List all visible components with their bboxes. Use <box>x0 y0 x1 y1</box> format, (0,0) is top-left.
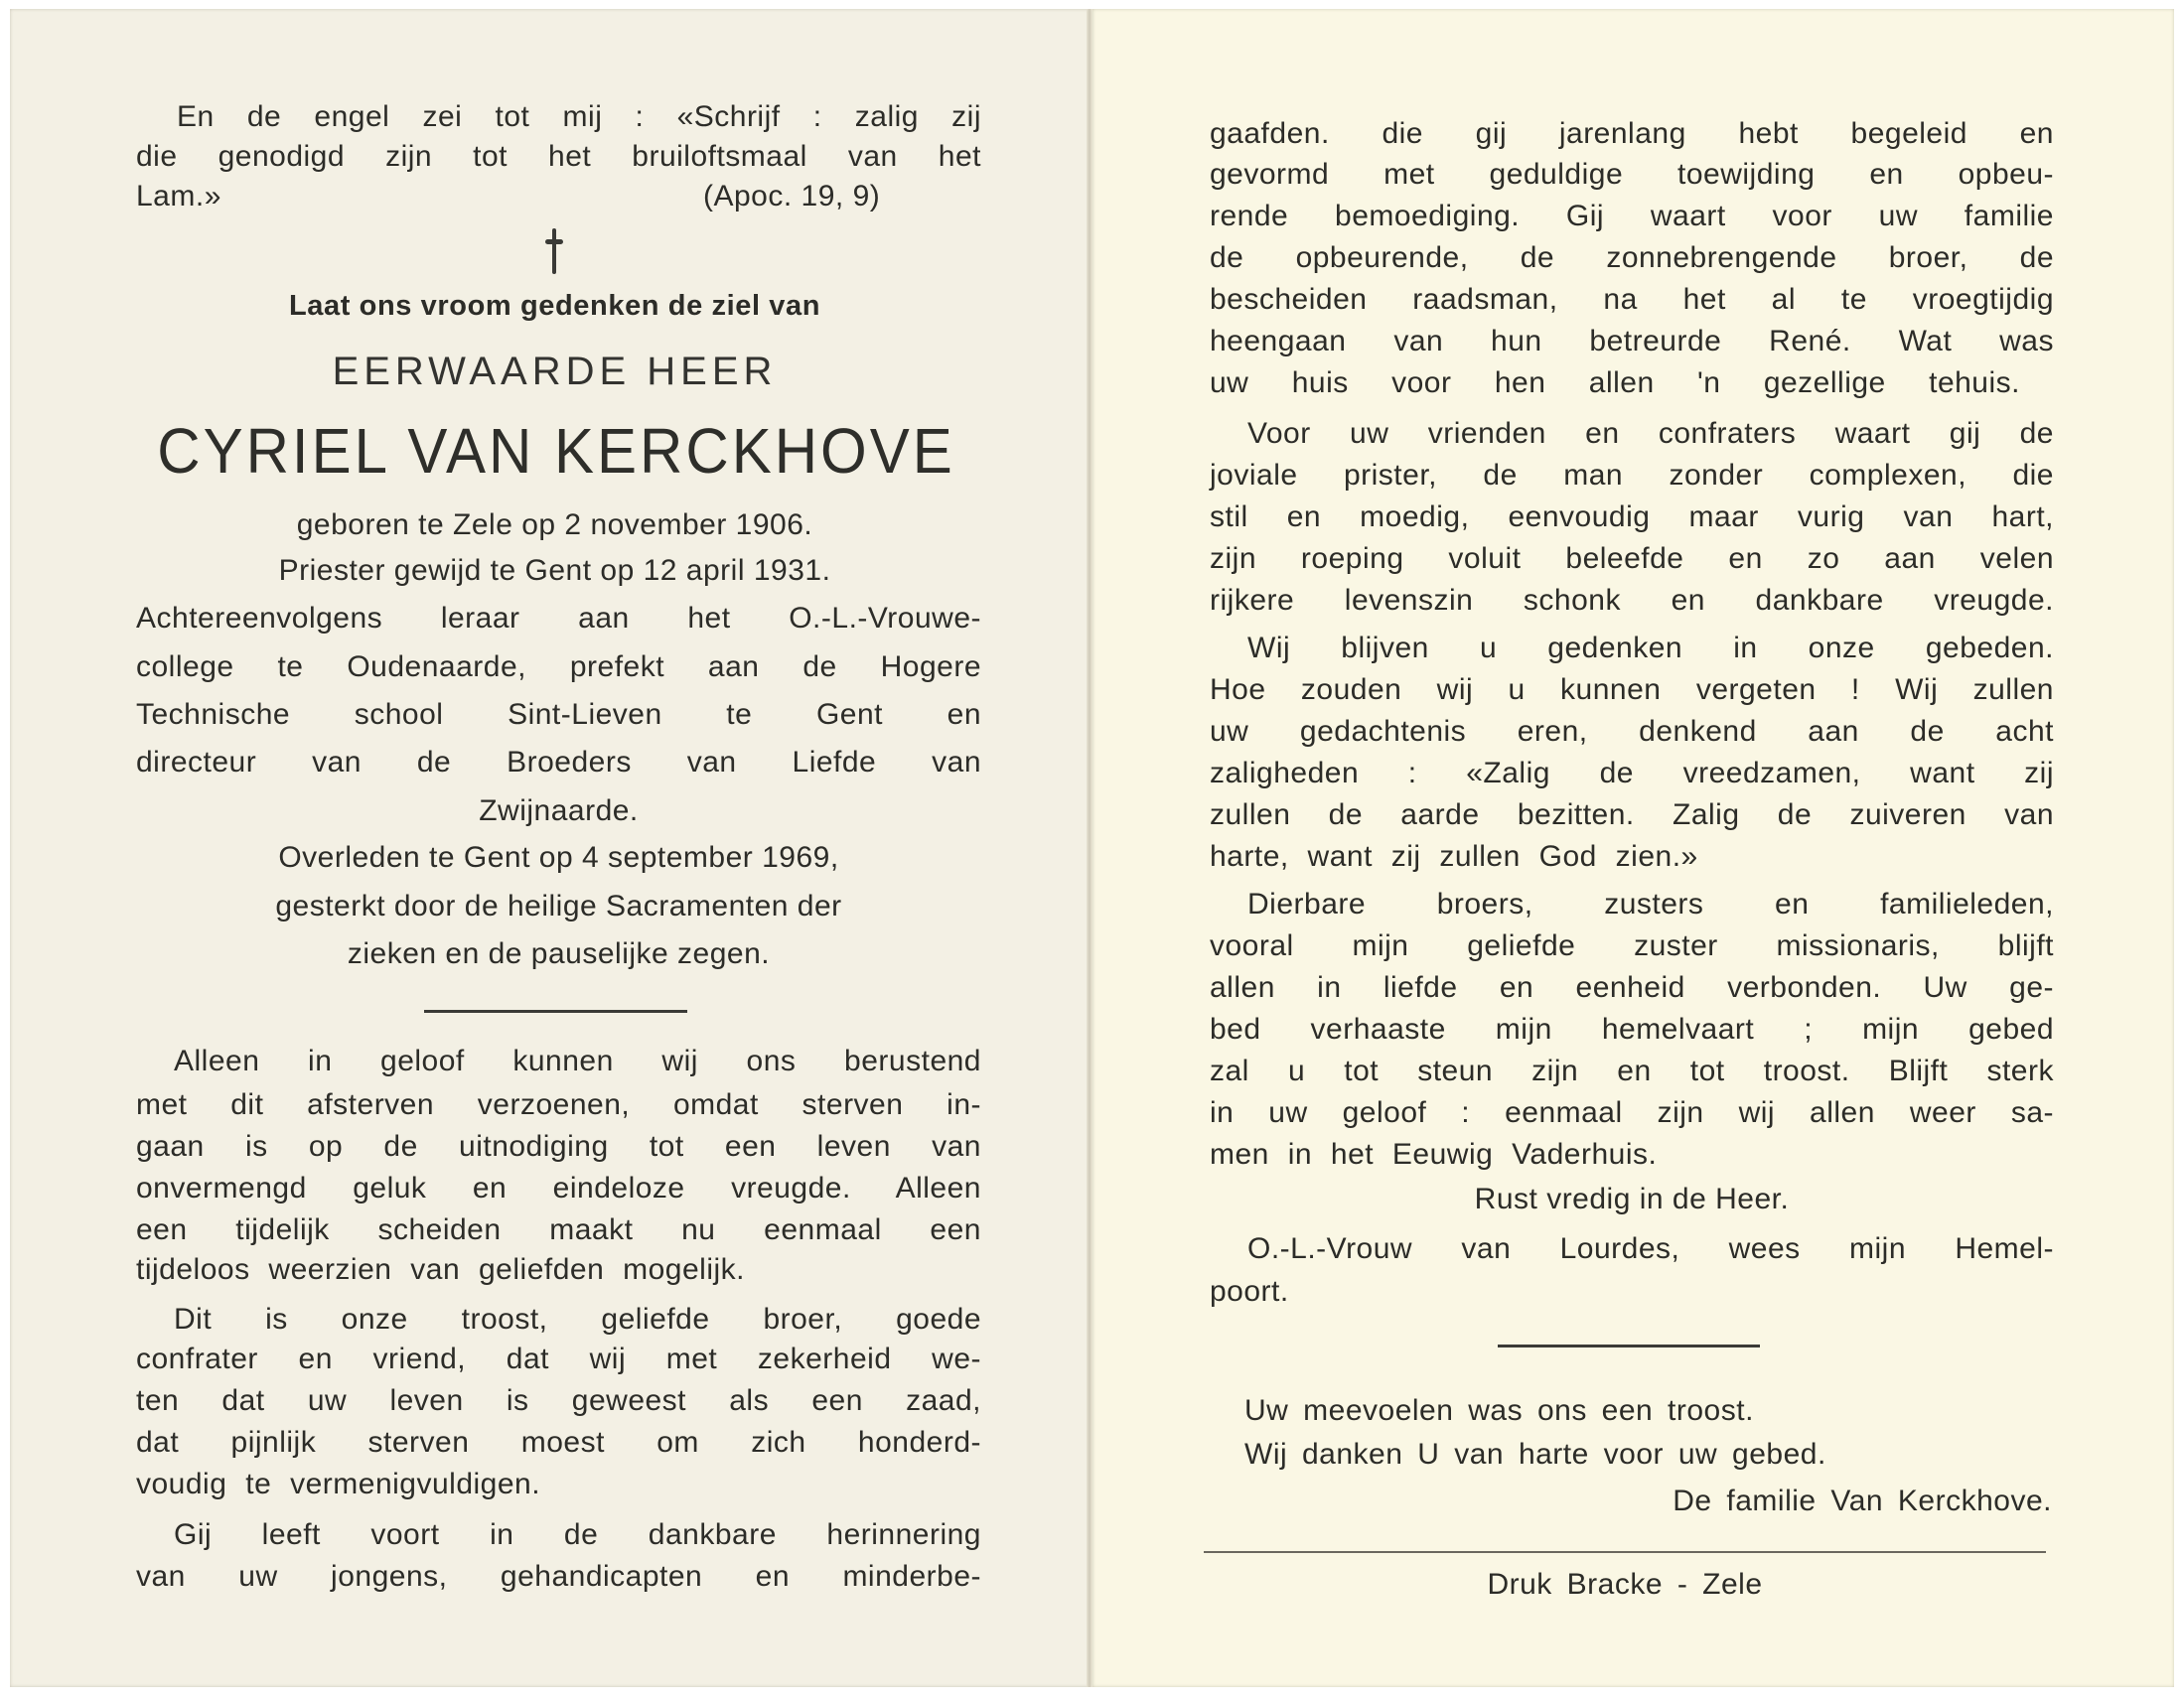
text-line: zal u tot steun zijn en tot troost. Blijft sterk <box>1210 1055 2054 1087</box>
separator-line <box>424 1010 687 1013</box>
footer-rule <box>1204 1551 2046 1553</box>
thanks-line: Wij danken U van harte voor uw gebed. <box>1244 1438 1826 1471</box>
text-line: Voor uw vrienden en confraters waart gij de <box>1247 417 2054 450</box>
text-line: rende bemoediging. Gij waart voor uw familie <box>1210 200 2054 232</box>
text-line: confrater en vriend, dat wij met zekerheid we- <box>136 1343 981 1375</box>
bio-line: directeur van de Broeders van Liefde van <box>136 746 981 779</box>
bio-line: Priester gewijd te Gent op 12 april 1931. <box>278 554 831 587</box>
text-line: tijdeloos weerzien van geliefden mogelijk. <box>136 1253 745 1286</box>
bio-line: Overleden te Gent op 4 september 1969, <box>278 841 839 874</box>
bio-line: zieken en de pauselijke zegen. <box>347 937 771 970</box>
thanks-line: Uw meevoelen was ons een troost. <box>1244 1394 1754 1427</box>
card-fold <box>1087 9 1092 1687</box>
text-line: Dierbare broers, zusters en familieleden, <box>1247 888 2054 921</box>
bio-line: geboren te Zele op 2 november 1906. <box>296 508 813 541</box>
intro-line: Laat ons vroom gedenken de ziel van <box>288 290 821 322</box>
text-line: harte, want zij zullen God zien.» <box>1210 840 1698 873</box>
text-line: gevormd met geduldige toewijding en opbeu- <box>1210 158 2054 191</box>
text-line: Gij leeft voort in de dankbare herinnering <box>174 1518 981 1551</box>
text-line: Hoe zouden wij u kunnen vergeten ! Wij zullen <box>1210 673 2054 706</box>
text-line: heengaan van hun betreurde René. Wat was <box>1210 325 2054 357</box>
text-line: bescheiden raadsman, na het al te vroegtijdig <box>1210 283 2054 316</box>
text-line: zijn roeping voluit beleefde en zo aan velen <box>1210 542 2054 575</box>
text-line: Dit is onze troost, geliefde broer, goede <box>174 1303 981 1336</box>
text-line: poort. <box>1210 1275 1289 1308</box>
text-line: uw gedachtenis eren, denkend aan de acht <box>1210 715 2054 748</box>
text-line: zaligheden : «Zalig de vreedzamen, want zij <box>1210 757 2054 789</box>
bio-line: Technische school Sint-Lieven te Gent en <box>136 698 981 731</box>
text-line: zullen de aarde bezitten. Zalig de zuiveren van <box>1210 798 2054 831</box>
text-line: Wij blijven u gedenken in onze gebeden. <box>1247 632 2054 664</box>
bio-line: gesterkt door de heilige Sacramenten der <box>275 890 842 922</box>
rest-in-peace-line: Rust vredig in de Heer. <box>1474 1183 1790 1215</box>
text-line: vooral mijn geliefde zuster missionaris, blijft <box>1210 929 2054 962</box>
text-line: gaan is op de uitnodiging tot een leven van <box>136 1130 981 1163</box>
scripture-line: Lam.» <box>136 180 221 213</box>
text-line: de opbeurende, de zonnebrengende broer, de <box>1210 241 2054 274</box>
text-line: stil en moedig, eenvoudig maar vurig van hart, <box>1210 500 2054 533</box>
bio-line: Achtereenvolgens leraar aan het O.-L.-Vrouwe- <box>136 602 981 635</box>
text-line: rijkere levenszin schonk en dankbare vreugde. <box>1210 584 2054 617</box>
scripture-reference: (Apoc. 19, 9) <box>703 180 881 213</box>
text-line: dat pijnlijk sterven moest om zich honderd- <box>136 1426 981 1459</box>
honorific-title: EERWAARDE HEER <box>332 350 778 393</box>
bio-line: Zwijnaarde. <box>479 794 639 827</box>
text-line: joviale prister, de man zonder complexen, die <box>1210 459 2054 492</box>
family-signature: De familie Van Kerckhove. <box>1673 1485 2052 1517</box>
text-line: allen in liefde en eenheid verbonden. Uw ge- <box>1210 971 2054 1004</box>
separator-line <box>1498 1345 1760 1347</box>
text-line: met dit afsterven verzoenen, omdat sterven in- <box>136 1088 981 1121</box>
text-line: voudig te vermenigvuldigen. <box>136 1468 541 1500</box>
deceased-name: CYRIEL VAN KERCKHOVE <box>157 415 955 488</box>
printer-credit: Druk Bracke - Zele <box>1487 1568 1763 1601</box>
bio-line: college te Oudenaarde, prefekt aan de Hogere <box>136 650 981 683</box>
text-line: O.-L.-Vrouw van Lourdes, wees mijn Hemel- <box>1247 1232 2054 1265</box>
text-line: ten dat uw leven is geweest als een zaad, <box>136 1384 981 1417</box>
text-line: onvermengd geluk en eindeloze vreugde. Alleen <box>136 1172 981 1205</box>
cross-icon <box>545 228 563 276</box>
text-line: uw huis voor hen allen 'n gezellige tehuis. <box>1210 366 2020 399</box>
text-line: een tijdelijk scheiden maakt nu eenmaal een <box>136 1213 981 1246</box>
text-line: van uw jongens, gehandicapten en minderbe- <box>136 1560 981 1593</box>
text-line: bed verhaaste mijn hemelvaart ; mijn gebed <box>1210 1013 2054 1046</box>
scripture-line: die genodigd zijn tot het bruiloftsmaal van het <box>136 140 981 173</box>
text-line: Alleen in geloof kunnen wij ons berustend <box>174 1045 981 1077</box>
text-line: men in het Eeuwig Vaderhuis. <box>1210 1138 1658 1171</box>
text-line: gaafden. die gij jarenlang hebt begeleid en <box>1210 117 2054 150</box>
scripture-line: En de engel zei tot mij : «Schrijf : zalig zij <box>177 100 981 133</box>
text-line: in uw geloof : eenmaal zijn wij allen weer sa- <box>1210 1096 2054 1129</box>
